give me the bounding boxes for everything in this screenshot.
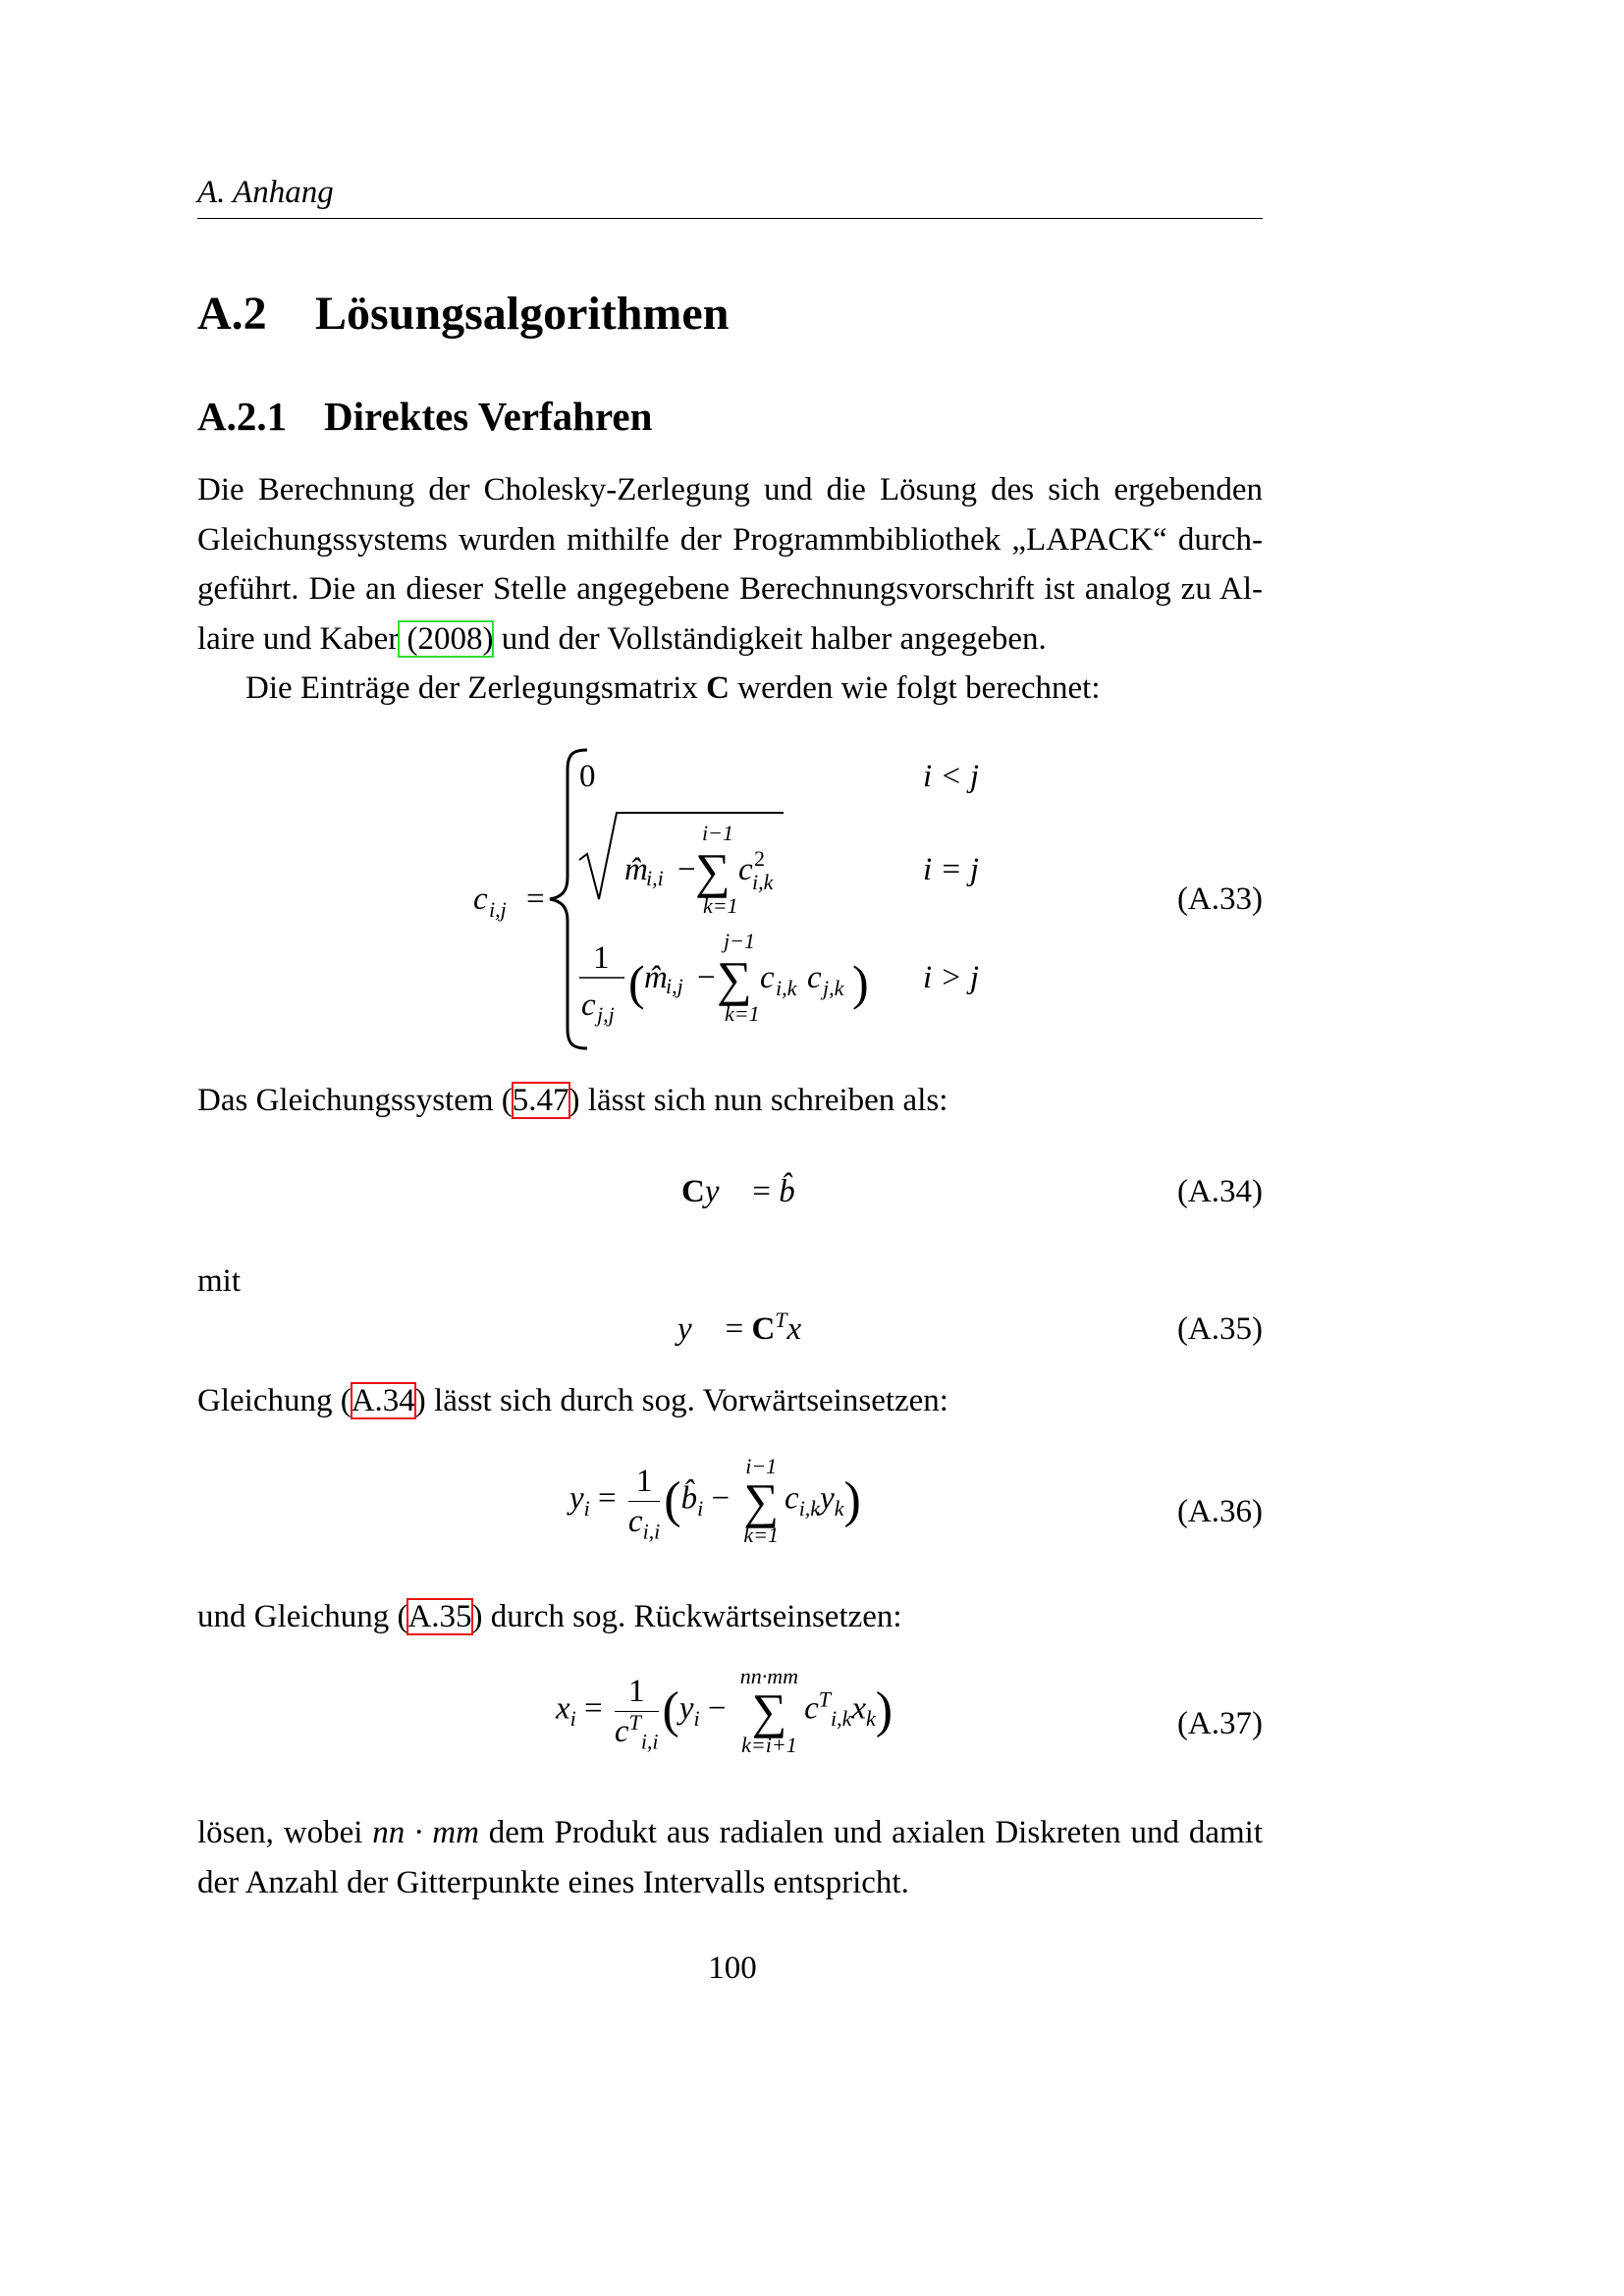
section-heading [197, 285, 729, 344]
text-run: ) lässt sich durch sog. Vorwärtseinsetzen: [414, 1383, 948, 1418]
equation-number: (A.36) [1176, 1494, 1263, 1529]
eq33-lhs: c [473, 881, 488, 917]
running-head: A. Anhang [197, 169, 1263, 219]
equation-ref-link[interactable]: A.35 [407, 1599, 472, 1634]
eq33-c-jk: c [807, 960, 822, 995]
text-run: dem Produkt aus radialen und axialen Diskreten und damit [478, 1815, 1263, 1850]
equation-a35: y⃗ = $C^Tx⃗$ [677, 1308, 827, 1347]
left-paren: ( [628, 955, 645, 1010]
paragraph-line [197, 614, 1263, 665]
eq33-m-sub-2: i,j [666, 974, 683, 998]
eq33-c-sub: i,k [752, 870, 774, 894]
paragraph-line [197, 1592, 1263, 1642]
text-run: Die Einträge der Zerlegungsmatrix [245, 670, 707, 706]
subsection-heading [197, 391, 652, 442]
eq33-c-jk-sub: j,k [823, 976, 844, 1000]
page-number: 100 [708, 1950, 757, 1986]
eq33-minus-2: − [697, 960, 716, 995]
paragraph-mit [197, 1256, 1263, 1307]
eq33-square: 2 [754, 846, 765, 871]
section-title: Lösungsalgorithmen [315, 288, 730, 340]
equation-a34: Cy⃗ = b̂⃗ [681, 1174, 821, 1209]
subsection-title: Direktes Verfahren [324, 394, 653, 439]
sum-upper: nn·mm [739, 1664, 799, 1688]
equation-ref-link[interactable]: 5.47 [512, 1083, 569, 1118]
paragraph-line [197, 1076, 1263, 1126]
eq33-c-ik-sub: i,k [776, 976, 797, 1000]
paragraph-line: Die Berechnung der Cholesky-Zerlegung und die Lösung des sich ergebenden [197, 472, 1263, 507]
paragraph-intro [197, 465, 1263, 664]
equation-a37: $x_i$ = $\frac{1}{c^T_{i,i}}$ ($y_i$ − nn·mm ∑ k=i+1 $c^T_{i,k}x_k$) [556, 1664, 893, 1757]
text-run: und Gleichung ( [197, 1599, 408, 1634]
text-run: Gleichung ( [197, 1383, 352, 1418]
sum-sign: ∑ [695, 843, 731, 898]
paragraph-line: mit [197, 1263, 242, 1299]
eq33-case3-condition: i > j [923, 960, 980, 995]
eq33-c-ik: c [760, 960, 775, 995]
section-number: A.2 [197, 288, 267, 340]
text-run: und der Vollständigkeit halber angegeben. [493, 620, 1047, 657]
paragraph-line [197, 1376, 1263, 1426]
text-run: werden wie folgt berechnet: [730, 670, 1101, 706]
sum-sign: ∑ [717, 951, 752, 1006]
eq33-lhs-sub: i,j [489, 897, 507, 922]
eq33-case3-upper: j−1 [724, 929, 755, 953]
citation-link[interactable]: (2008) [399, 620, 494, 657]
sum-lower: k=1 [743, 1522, 780, 1547]
eq33-case1-condition: i < j [923, 759, 980, 794]
equation-number: (A.35) [1176, 1311, 1263, 1347]
eq33-case2-lower: k=1 [703, 893, 738, 918]
equation-number: (A.37) [1176, 1706, 1263, 1741]
eq33-case1-value: 0 [579, 759, 596, 794]
eq33-m-hat: m̂ [624, 852, 648, 887]
equation-ref-link[interactable]: A.34 [351, 1383, 415, 1418]
text-run: laire und Kaber [197, 620, 400, 657]
equation-a36: $y_i$ = $\frac{1}{c_{i,i}}$ ($b̂_i$ − i−1 ∑ k=1 $c_{i,k}y_k$) [569, 1454, 861, 1547]
paragraph-system [197, 1076, 1263, 1126]
matrix-symbol: C [706, 670, 730, 706]
eq33-m-hat-2: m̂ [644, 960, 668, 995]
paragraph-backward [197, 1592, 1263, 1642]
subsection-number: A.2.1 [197, 394, 288, 439]
eq33-frac-den: c [581, 988, 596, 1023]
eq33-m-sub: i,i [646, 866, 664, 890]
paragraph-line: Gleichungssystems wurden mithilfe der Programmbibliothek „LAPACK“ durch- [197, 521, 1263, 558]
text-run: Das Gleichungssystem ( [197, 1083, 513, 1118]
text-run: ) lässt sich nun schreiben als: [568, 1083, 948, 1118]
eq33-frac-num: 1 [593, 940, 610, 976]
eq33-c: c [738, 852, 753, 887]
paragraph-matrix-intro [197, 664, 1263, 714]
paragraph-line: der Anzahl der Gitterpunkte eines Intervalls entspricht. [197, 1864, 909, 1900]
paragraph-line: geführt. Die an dieser Stelle angegebene Berechnungsvorschrift ist analog zu Al- [197, 571, 1263, 607]
eq33-frac-den-sub: j,j [597, 1002, 615, 1027]
sum-lower: k=i+1 [741, 1733, 797, 1757]
eq33-case2-condition: i = j [923, 852, 980, 887]
text-run: lösen, wobei [197, 1815, 373, 1850]
paragraph-forward [197, 1376, 1263, 1426]
paragraph-line [197, 1808, 1263, 1858]
eq33-case2-upper: i−1 [702, 821, 733, 845]
equation-number: (A.33) [1176, 881, 1263, 917]
equation-a33 [452, 742, 1001, 1056]
eq33-minus: − [677, 852, 696, 887]
text-run: ) durch sog. Rückwärtseinsetzen: [471, 1599, 902, 1634]
eq33-equals: = [526, 881, 545, 917]
equation-number: (A.34) [1176, 1174, 1263, 1209]
sum-upper: i−1 [745, 1454, 778, 1478]
paragraph-line [197, 664, 1263, 714]
right-paren: ) [852, 955, 869, 1010]
paragraph-conclusion [197, 1808, 1263, 1907]
math-inline: nn · mm [372, 1815, 479, 1850]
eq33-case3-lower: k=1 [725, 1001, 760, 1026]
